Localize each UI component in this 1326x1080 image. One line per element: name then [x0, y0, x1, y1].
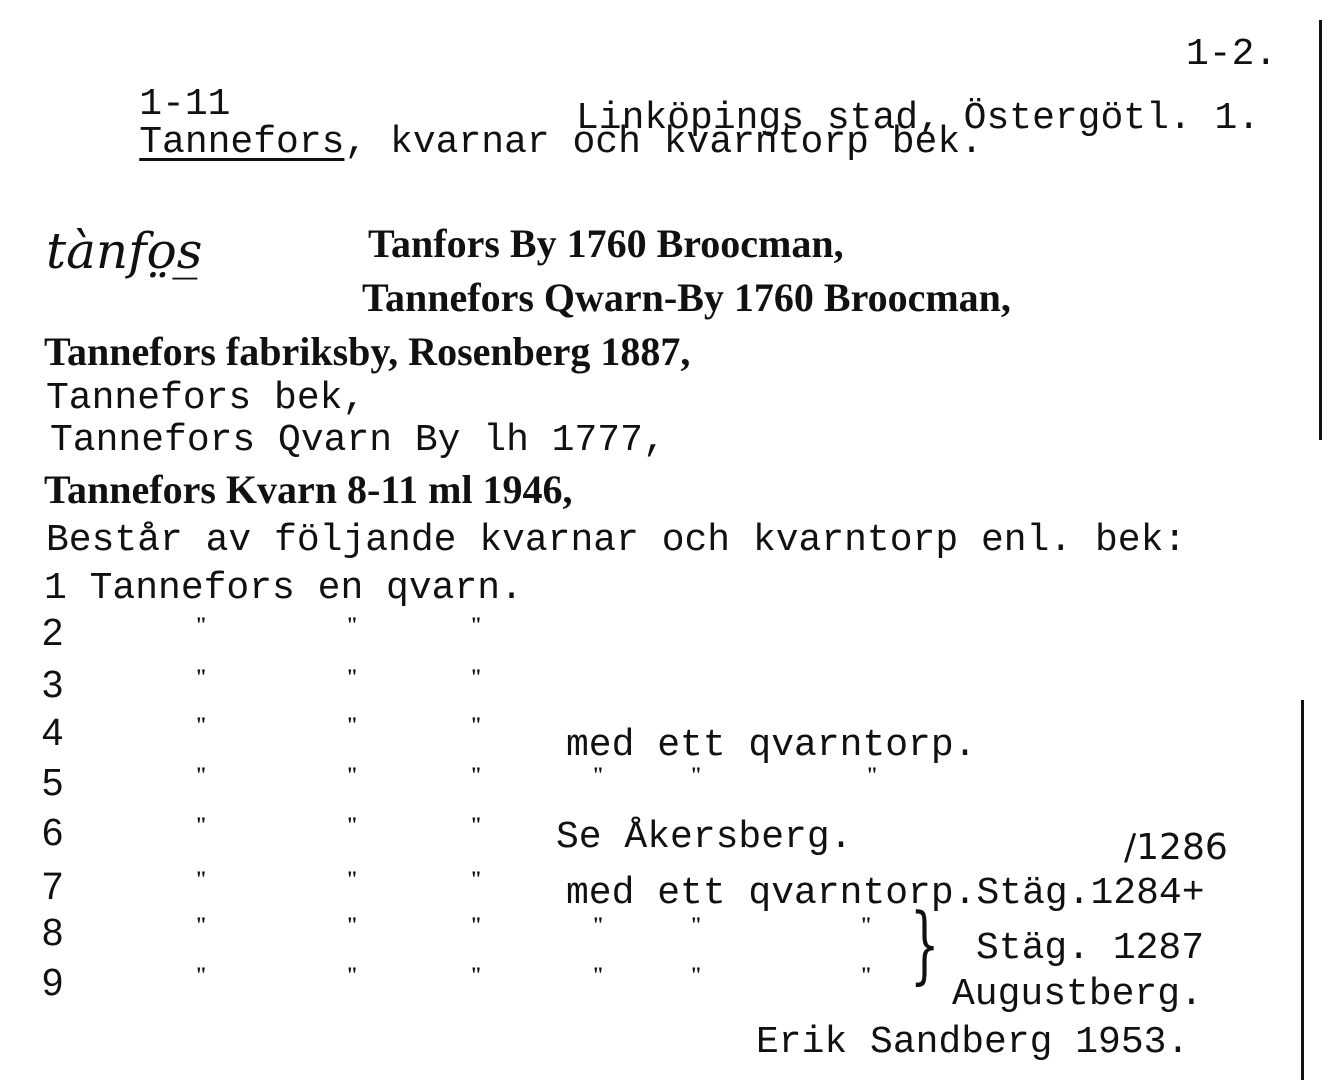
- ditto-mark: ": [195, 712, 208, 737]
- entry-line: Tannefors Kvarn 8-11 ml 1946,: [44, 467, 573, 512]
- ditto-mark: ": [860, 962, 873, 987]
- annotation-stag-1287: Stäg. 1287: [976, 927, 1205, 970]
- ditto-mark: ": [195, 762, 208, 787]
- ditto-mark: ": [195, 664, 208, 689]
- ditto-mark: ": [346, 866, 359, 891]
- ditto-mark: ": [195, 912, 208, 937]
- entry-line: Tannefors Qwarn-By 1760 Broocman,: [362, 275, 1011, 320]
- ditto-mark: ": [690, 912, 703, 937]
- header-title-rest: , kvarnar och kvarntorp bek.: [344, 121, 983, 164]
- ditto-mark: ": [592, 762, 605, 787]
- ditto-mark: ": [346, 664, 359, 689]
- ditto-mark: ": [470, 866, 483, 891]
- ditto-mark: ": [346, 612, 359, 637]
- card-number: 1-2.: [1186, 33, 1278, 76]
- ditto-mark: ": [195, 866, 208, 891]
- ditto-mark: ": [346, 812, 359, 837]
- list-row: [40, 664, 1280, 710]
- ditto-mark: ": [866, 762, 879, 787]
- ditto-mark: ": [470, 612, 483, 637]
- annotation-augustberg: Augustberg.: [952, 973, 1203, 1016]
- card-edge-line: [1319, 20, 1322, 440]
- ditto-mark: ": [195, 812, 208, 837]
- row-number: 3: [42, 664, 64, 706]
- ditto-mark: ": [592, 912, 605, 937]
- header-range: 1-11: [139, 83, 231, 126]
- ditto-mark: ": [470, 712, 483, 737]
- ditto-mark: ": [470, 664, 483, 689]
- entry-line: Tannefors fabriksby, Rosenberg 1887,: [44, 329, 691, 374]
- annotation-brace: }: [910, 895, 940, 993]
- ditto-mark: ": [195, 962, 208, 987]
- ditto-mark: ": [470, 962, 483, 987]
- row-number: 7: [42, 866, 64, 908]
- row-number: 8: [42, 912, 64, 954]
- card-edge-line: [1301, 700, 1304, 1080]
- row-text: Se Åkersberg.: [556, 816, 853, 859]
- list-row: [40, 866, 1280, 915]
- list-first: 1 Tannefors en qvarn.: [44, 567, 523, 610]
- ditto-mark: ": [195, 612, 208, 637]
- entry-line: Tannefors bek,: [46, 377, 366, 420]
- entry-line: Tanfors By 1760 Broocman,: [368, 221, 844, 266]
- ditto-mark: ": [346, 762, 359, 787]
- row-number: 9: [42, 962, 64, 1004]
- entry-line: Tannefors Qvarn By lh 1777,: [50, 419, 666, 462]
- ditto-mark: ": [690, 762, 703, 787]
- list-row: [40, 612, 1280, 658]
- row-number: 5: [42, 762, 64, 804]
- list-row: [40, 712, 1280, 767]
- list-row: [40, 812, 1280, 858]
- list-row: [40, 762, 1280, 808]
- parish-line: Linköpings stad, Östergötl. 1.: [576, 97, 1261, 140]
- signature: Erik Sandberg 1953.: [756, 1021, 1190, 1064]
- entry-line: Består av följande kvarnar och kvarntorp enl. bek:: [46, 519, 1187, 562]
- annotation-ref-1286: /1286: [1124, 827, 1228, 868]
- ditto-mark: ": [470, 912, 483, 937]
- ditto-mark: ": [346, 962, 359, 987]
- row-text: med ett qvarntorp.Stäg.1284+: [566, 872, 1205, 915]
- row-number: 4: [42, 712, 64, 754]
- ditto-mark: ": [346, 912, 359, 937]
- ditto-mark: ": [860, 912, 873, 937]
- pronunciation-handwritten: tànfo̤s̲: [46, 222, 203, 280]
- ditto-mark: ": [592, 962, 605, 987]
- ditto-mark: ": [470, 812, 483, 837]
- row-number: 6: [42, 812, 64, 854]
- row-text: med ett qvarntorp.: [566, 724, 977, 767]
- header-place: Tannefors: [139, 121, 345, 164]
- row-number: 2: [42, 612, 64, 654]
- ditto-mark: ": [346, 712, 359, 737]
- ditto-mark: ": [470, 762, 483, 787]
- ditto-mark: ": [690, 962, 703, 987]
